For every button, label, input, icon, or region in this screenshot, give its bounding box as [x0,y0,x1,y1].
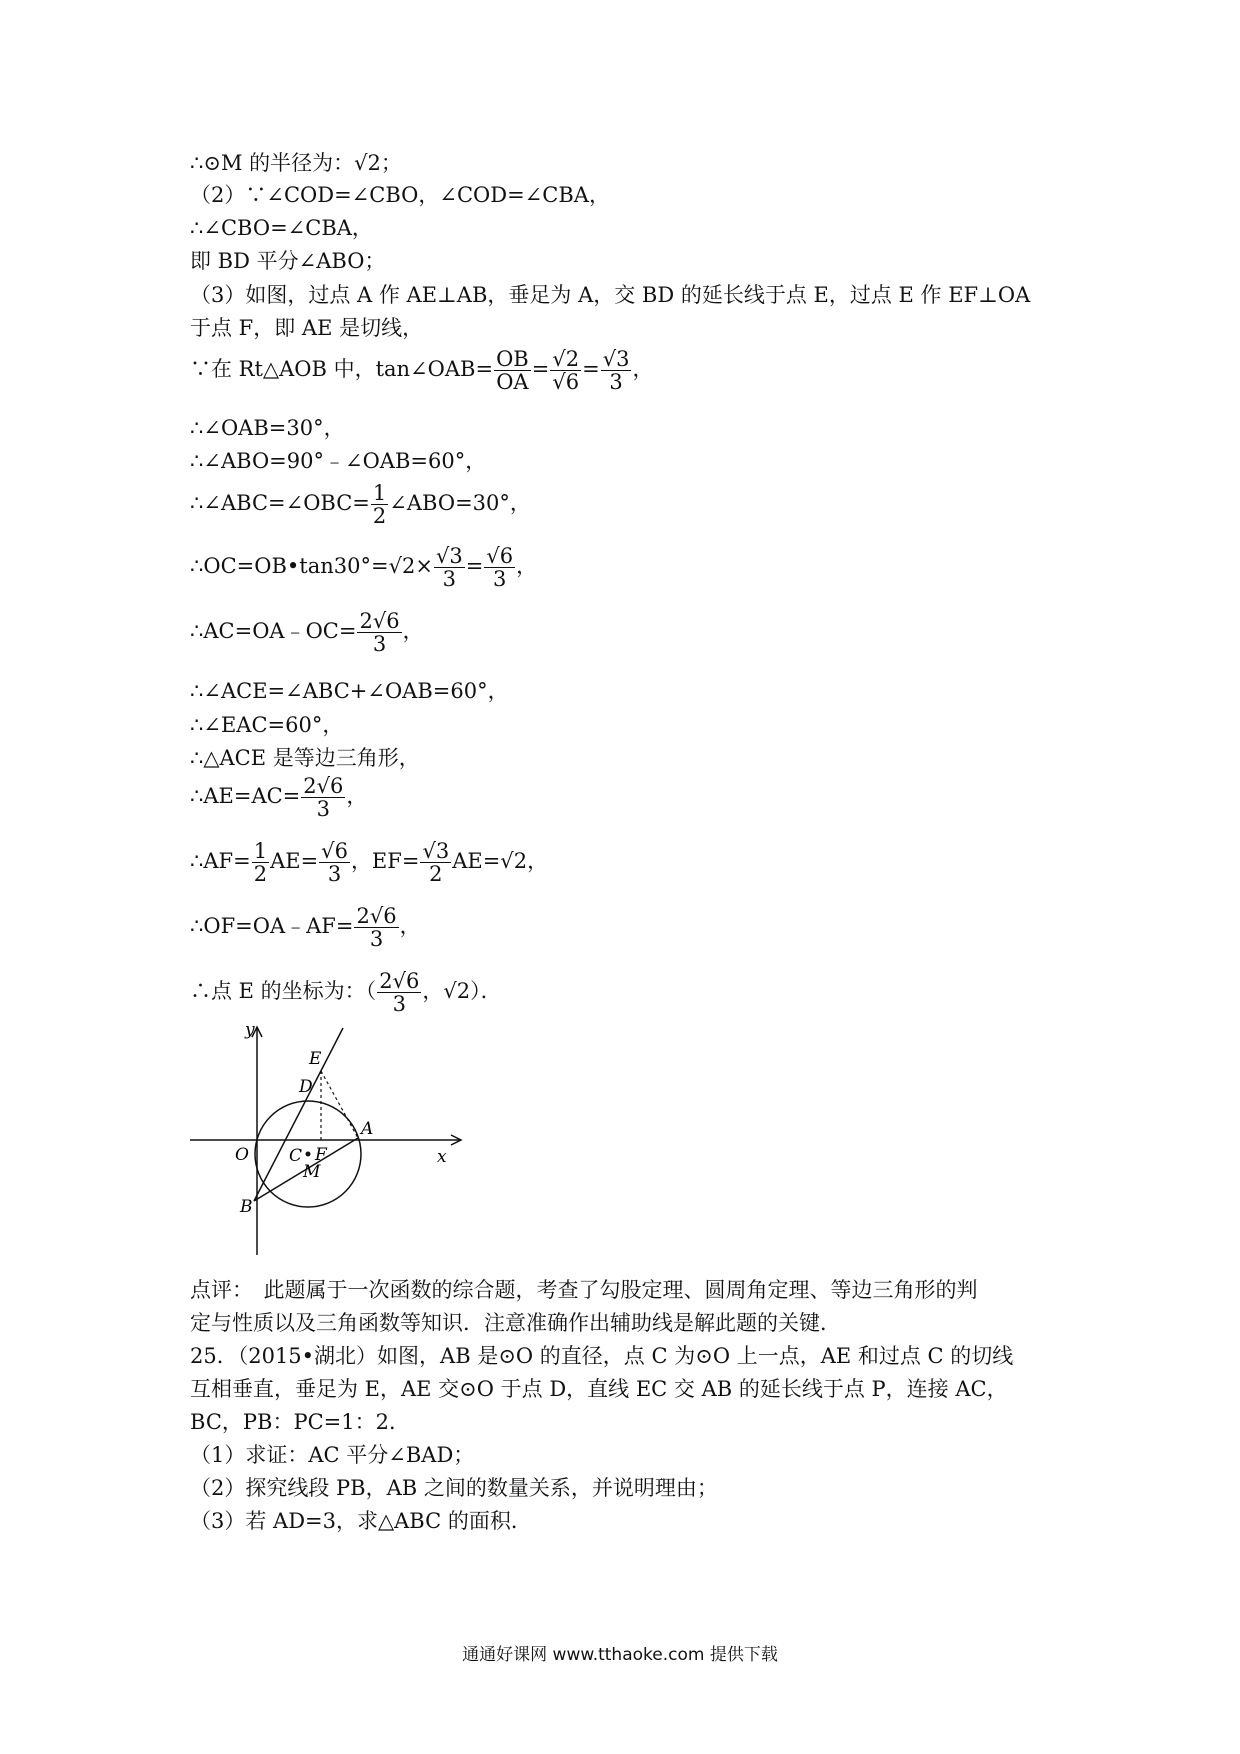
math-line-ac: ∴AC=OA﹣OC= $\frac{2√6}{3}$ ， [190,609,424,656]
text-line: ∴∠OAB=30°， [190,416,345,440]
label-x: x [437,1147,447,1167]
math-prefix: ∵在 Rt△AOB 中，tan∠OAB= [190,357,494,381]
label-y: y [245,1020,255,1040]
text-line: BC，PB：PC=1：2． [190,1410,410,1434]
label-b: B [240,1197,253,1217]
math-line-ae: ∴AE=AC= $\frac{2√6}{3}$ ， [190,774,368,821]
text-line: ∴∠CBO=∠CBA， [190,216,373,240]
text-line: 25．（2015•湖北）如图，AB 是⊙O 的直径，点 C 为⊙O 上一点，AE 和过点 C 的切线 [190,1344,1014,1368]
fraction: $\frac{OB}{OA}$ [496,347,529,394]
math-prefix: ∴OF=OA﹣AF= [190,914,354,938]
math-prefix: ∴AF= [190,849,251,873]
page-footer: 通通好课网 www.tthaoke.com 提供下载 [462,1645,778,1665]
text-line: （2）探究线段 PB，AB 之间的数量关系，并说明理由； [190,1476,718,1500]
label-f: F [315,1145,327,1165]
text-line: 即 BD 平分∠ABO； [190,249,386,273]
math-line-coord: ∴点 E 的坐标为：（ $\frac{2√6}{3}$ ，√2）． [190,969,502,1016]
fraction: $\frac{√3}{2}$ [422,839,450,886]
math-prefix: ∴OC=OB•tan30°= [190,554,389,578]
math-prefix: ∴点 E 的坐标为：（ [190,979,377,1003]
label-m: M [303,1162,321,1182]
text-line: ∴△ACE 是等边三角形， [190,746,420,770]
label-a: A [361,1119,374,1139]
fraction: $\frac{√6}{3}$ [321,839,348,886]
fraction: $\frac{2√6}{3}$ [379,969,420,1016]
fraction: $\frac{2√6}{3}$ [356,904,397,951]
fraction: $\frac{2√6}{3}$ [303,774,344,821]
math-line-abc [190,482,531,527]
fraction: $\frac{2√6}{3}$ [359,609,400,656]
math-line-oc: ∴OC=OB•tan30°=√2× $\frac{√3}{3}$ = $\frac{√6}{3}$ ， [190,544,538,591]
label-o: O [235,1145,249,1165]
fraction: $\frac{√2}{√6}$ [552,347,580,394]
text-line: （3）如图，过点 A 作 AE⊥AB，垂足为 A，交 BD 的延长线于点 E，过点 E 作 EF⊥OA [190,283,1031,307]
geometry-figure [185,1020,485,1260]
math-suffix: ∠ABO=30°， [389,491,531,515]
text-line: ∴⊙M 的半径为：√2； [190,151,402,175]
label-d: D [299,1077,313,1097]
fraction: $\frac{1}{2}$ [253,839,268,886]
text-line: ∴∠ACE=∠ABC+∠OAB=60°， [190,679,509,703]
label-c: C [289,1146,303,1166]
text-line: ∴∠ABO=90°﹣∠OAB=60°， [190,449,487,473]
line-be [254,1028,343,1201]
math-line-tan: ∵在 Rt△AOB 中，tan∠OAB= $\frac{OB}{OA}$ = $\frac{√2}{√6}$ = $\frac{√3}{3}$ ， [190,347,654,394]
text-line: ∴∠EAC=60°， [190,713,344,737]
math-prefix: ∴AE=AC= [190,784,301,808]
fraction: $\frac{√3}{3}$ [602,347,630,394]
math-prefix: ∴AC=OA﹣OC= [190,619,357,643]
text-line: （2）∵∠COD=∠CBO，∠COD=∠CBA， [190,183,610,207]
math-line-af: ∴AF= $\frac{1}{2}$ AE= $\frac{√6}{3}$ ，EF= $\frac{√3}{2}$ AE=√2， [190,839,549,886]
text-line: 互相垂直，垂足为 E，AE 交⊙O 于点 D，直线 EC 交 AB 的延长线于点 P，连接 AC， [190,1377,1008,1401]
text-line: （3）若 AD=3，求△ABC 的面积． [190,1509,532,1533]
fraction: $\frac{√6}{3}$ [486,544,514,591]
text-line: 于点 F，即 AE 是切线， [190,316,424,340]
text-line: 定与性质以及三角函数等知识．注意准确作出辅助线是解此题的关键． [190,1311,841,1335]
fraction: $\frac{√3}{3}$ [435,544,463,591]
text-line: （1）求证：AC 平分∠BAD； [190,1443,475,1467]
label-e: E [309,1049,322,1069]
math-prefix: ∴∠ABC=∠OBC= [190,491,370,515]
math-line-of: ∴OF=OA﹣AF= $\frac{2√6}{3}$ ， [190,904,421,951]
text-line: 点评： 此题属于一次函数的综合题，考查了勾股定理、圆周角定理、等边三角形的判 [190,1278,978,1302]
center-dot [306,1152,311,1157]
fraction: $\frac{1}{2}$ [372,481,387,528]
